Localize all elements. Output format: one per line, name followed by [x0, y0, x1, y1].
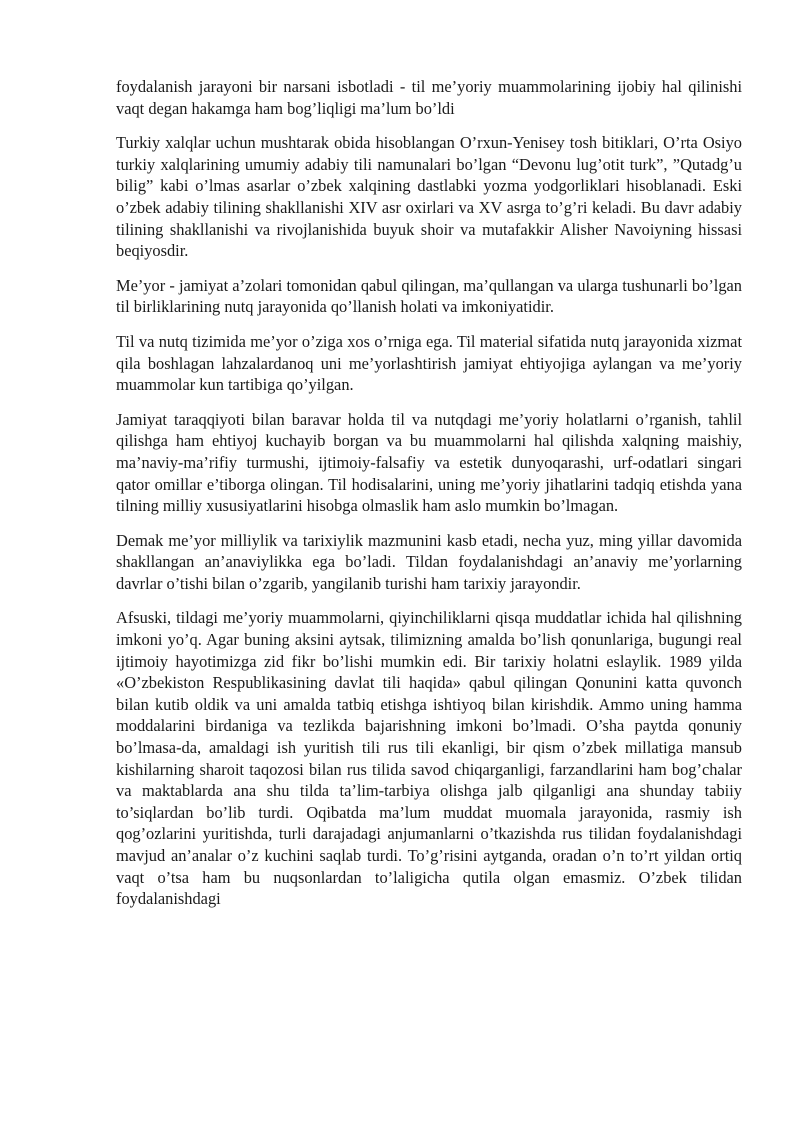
paragraph-normative-problems: Afsuski, tildagi me’yoriy muammolarni, qiyinchiliklarni qisqa muddatlar ichida hal qilishning imkoni yo’q. Agar buning aksini aytsak, tilimizning amalda bo’lish qonunlariga, bugungi real ijtimoiy hayotimizga zid fikr bo’lishi mumkin edi. Bir tarixiy holatni eslaylik. 1989 yilda «O’zbekiston Respublikasining davlat tili haqida» qabul qilingan Qonunini katta quvonch bilan kutib oldik va uni amalda tatbiq etishga ishtiyoq bilan kirishdik. Ammo uning hamma moddalarini birdaniga va tezlikda bajarishning imkoni bo’lmadi. O’sha paytda qonuniy bo’lmasa-da, amaldagi ish yuritish tili rus tili ekanligi, bir qism o’zbek millatiga mansub kishilarning sharoit taqozosi bilan rus tilida savod chiqarganligi, farzandlarini ham bog’chalar va maktablarda ana shu tilda ta’lim-tarbiya olishga jalb qilganligi ana shunday tabiiy to’siqlardan bo’lib turdi. Oqibatda ma’lum muddat muomala jarayonida, rasmiy ish qog’ozlarini yuritishda, turli darajadagi anjumanlarni o’tkazishda rus tilidan foydalanishdagi mavjud an’analar o’z kuchini saqlab turdi. To’g’risini aytganda, oradan o’n to’rt yildan ortiq vaqt o’tsa ham bu nuqsonlardan to’laligicha qutila olgan emasmiz. O’zbek tilidan foydalanishdagi: [116, 608, 742, 909]
paragraph-nationality-historicity: Demak me’yor milliylik va tarixiylik mazmunini kasb etadi, necha yuz, ming yillar davomida shakllangan an’anaviylikka ega bo’ladi. Tildan foydalanishdagi an’anaviy me’yorlarning davrlar o’tishi bilan o’zgarib, yangilanib turishi ham tarixiy jarayondir.: [116, 530, 742, 593]
paragraph-turkic-monuments: Turkiy xalqlar uchun mushtarak obida hisoblangan O’rxun-Yenisey tosh bitiklari, O’rta Osiyo turkiy xalqlarining umumiy adabiy tili namunalari bo’lgan “Devonu lug’otit turk”, ”Qutadg’u bilig” kabi o’lmas asarlar o’zbek xalqining dastlabki yozma yodgorliklari hisoblanadi. Eski o’zbek adabiy tilining shakllanishi XIV asr oxirlari va XV asrga to’g’ri keladi. Bu davr adabiy tilining shakllanishi va rivojlanishida buyuk shoir va mutafakkir Alisher Navoiyning hissasi beqiyosdir.: [116, 133, 742, 261]
paragraph-language-speech-system: Til va nutq tizimida me’yor o’ziga xos o’rniga ega. Til material sifatida nutq jarayonida xizmat qila boshlagan lahzalardanoq uni me’yorlashtirish jamiyat ehtiyojiga aylangan va me’yoriy muammolar kun tartibiga qo’yilgan.: [116, 331, 742, 395]
paragraph-norm-definition: Me’yor - jamiyat a’zolari tomonidan qabul qilingan, ma’qullangan va ularga tushunarli bo’lgan til birliklarining nutq jarayonida qo’llanish holati va imkoniyatidir.: [116, 275, 742, 317]
paragraph-continuation: foydalanish jarayoni bir narsani isbotladi - til me’yoriy muammolarining ijobiy hal qilinishi vaqt degan hakamga ham bog’liqligi ma’lum bo’ldi: [116, 77, 742, 118]
paragraph-society-development: Jamiyat taraqqiyoti bilan baravar holda til va nutqdagi me’yoriy holatlarni o’rganish, tahlil qilishga ham ehtiyoj kuchayib borgan va bu muammolarni hal qilishda xalqning maishiy, ma’naviy-ma’rifiy turmushi, ijtimoiy-falsafiy va estetik dunyoqarashi, urf-odatlari singari qator omillar e’tiborga olingan. Til hodisalarini, uning me’yoriy jihatlarini tadqiq etishda yana tilning milliy xususiyatlarini hisobga olmaslik ham aslo mumkin bo’lmagan.: [116, 409, 742, 516]
document-page: [116, 76, 742, 910]
